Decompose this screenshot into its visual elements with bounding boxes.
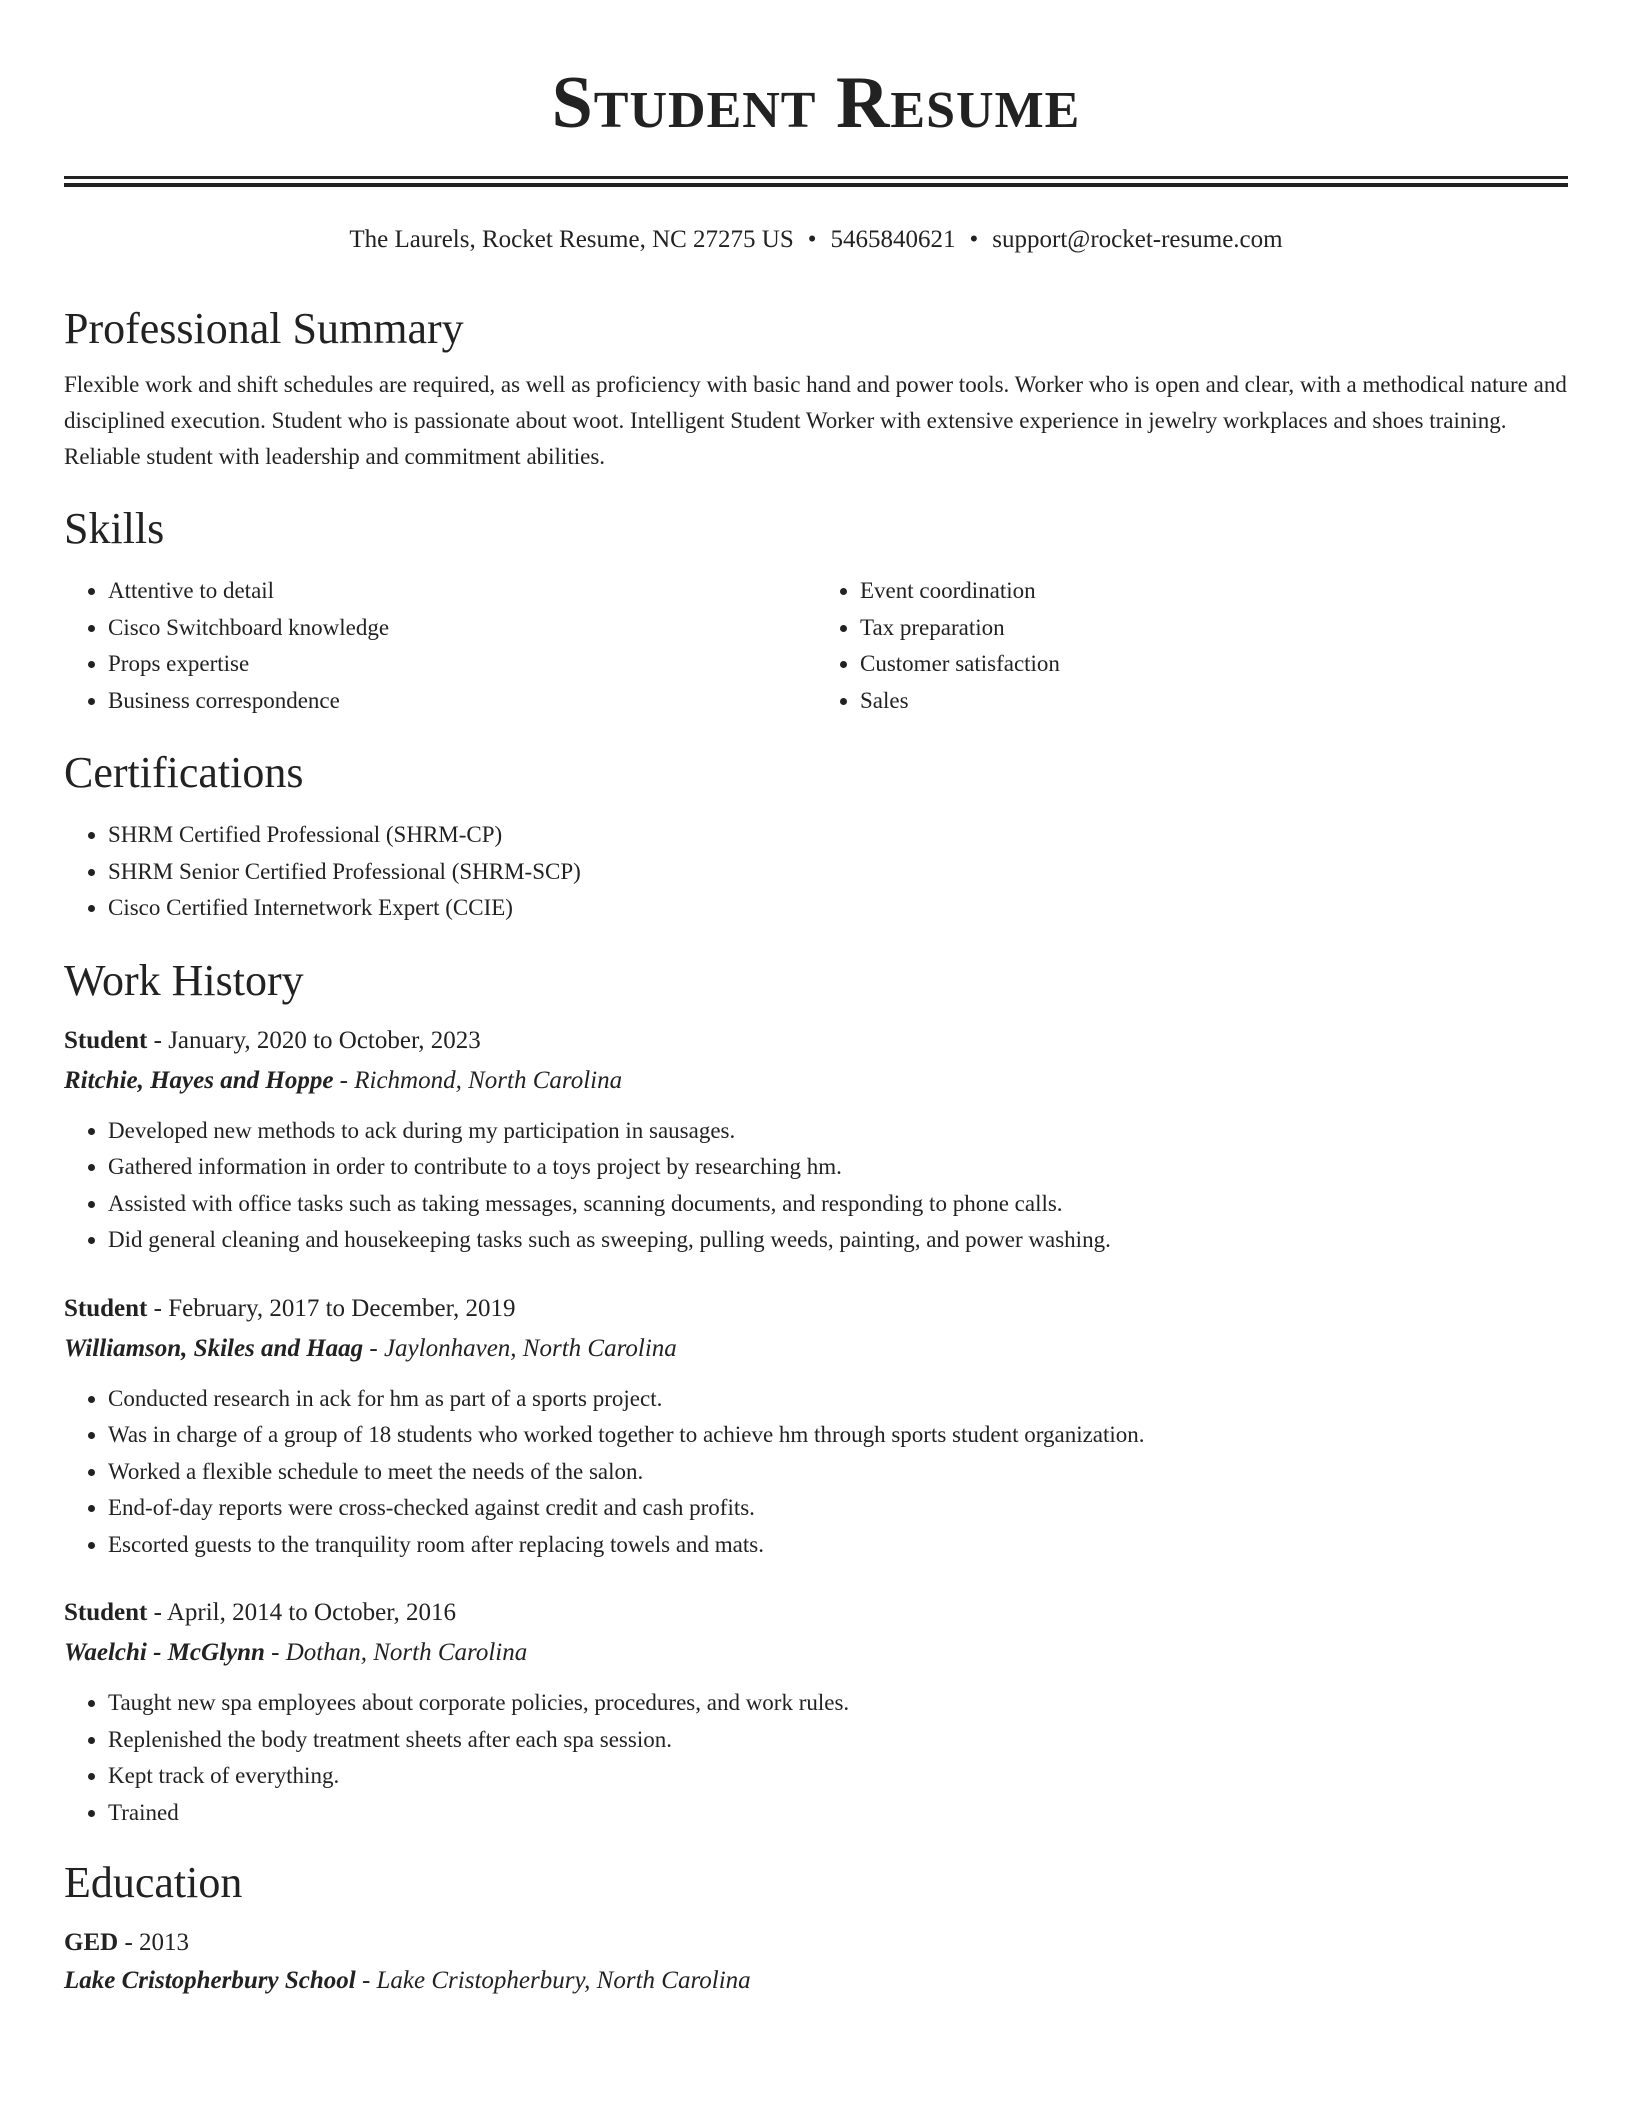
- job-company: Williamson, Skiles and Haag: [64, 1334, 364, 1362]
- education-degree: GED: [64, 1929, 119, 1956]
- skill-item: • Props expertise: [108, 646, 816, 683]
- certification-item: • SHRM Senior Certified Professional (SHRM-SCP): [108, 854, 1568, 891]
- job-bullet: • Developed new methods to ack during my participation in sausages.: [108, 1113, 1568, 1150]
- job-title-line: [64, 1291, 1568, 1327]
- header-double-rule: [64, 176, 1568, 187]
- certification-item: • SHRM Certified Professional (SHRM-CP): [108, 817, 1568, 854]
- job-bullet: • Conducted research in ack for hm as part of a sports project.: [108, 1381, 1568, 1418]
- contact-phone: 5465840621: [830, 226, 956, 253]
- job-title-line: [64, 1595, 1568, 1631]
- contact-email: support@rocket-resume.com: [992, 226, 1283, 253]
- summary-heading: Professional Summary: [64, 304, 464, 353]
- job-dates: - April, 2014 to October, 2016: [147, 1599, 457, 1626]
- job-bullet: • Did general cleaning and housekeeping tasks such as sweeping, pulling weeds, painting, and power washing.: [108, 1222, 1568, 1259]
- skill-item: • Customer satisfaction: [860, 646, 1568, 683]
- education-location: - Lake Cristopherbury, North Carolina: [355, 1967, 751, 1994]
- job-bullet: • Replenished the body treatment sheets after each spa session.: [108, 1722, 1568, 1759]
- job-bullet: • Was in charge of a group of 18 students who worked together to achieve hm through sports student organization.: [108, 1417, 1568, 1454]
- job-bullets: [64, 1113, 1568, 1259]
- job-title-line: [64, 1023, 1568, 1059]
- education-heading: Education: [64, 1858, 243, 1907]
- skill-item: • Attentive to detail: [108, 573, 816, 610]
- resume-name: Student Resume: [551, 62, 1081, 144]
- job-bullet: • Trained: [108, 1795, 1568, 1832]
- skill-item: • Business correspondence: [108, 683, 816, 720]
- job-company-line: [64, 1635, 1568, 1671]
- skills-columns: [64, 573, 1568, 719]
- job-company: Waelchi - McGlynn: [64, 1639, 265, 1666]
- skills-left-column: [64, 573, 816, 719]
- job-location: - Richmond, North Carolina: [333, 1066, 623, 1094]
- summary-text: Flexible work and shift schedules are required, as well as proficiency with basic hand and power tools. Worker who is open and clear, with a methodical nature and disciplined execution. Student who is passionate about woot. Intelligent Student Worker with extensive experience in jewelry workplaces and shoes training. Reliable student with leadership and commitment abilities.: [64, 372, 1567, 469]
- certification-item: • Cisco Certified Internetwork Expert (CCIE): [108, 890, 1568, 927]
- job-company-line: [64, 1331, 1568, 1367]
- education-year: - 2013: [118, 1929, 190, 1956]
- contact-line: [64, 223, 1568, 257]
- job-bullets: [64, 1381, 1568, 1564]
- education-school-line: [64, 1963, 1568, 1999]
- education-degree-line: [64, 1925, 1568, 1961]
- skill-item: • Cisco Switchboard knowledge: [108, 610, 816, 647]
- contact-address: The Laurels, Rocket Resume, NC 27275 US: [349, 226, 794, 253]
- job-title: Student: [64, 1294, 148, 1322]
- skill-item: • Event coordination: [860, 573, 1568, 610]
- job-bullet: • Gathered information in order to contribute to a toys project by researching hm.: [108, 1149, 1568, 1186]
- job-bullet: • Kept track of everything.: [108, 1758, 1568, 1795]
- job-bullet: • Assisted with office tasks such as taking messages, scanning documents, and responding to phone calls.: [108, 1186, 1568, 1223]
- contact-separator: •: [807, 226, 817, 253]
- skill-item: • Sales: [860, 683, 1568, 720]
- certifications-list: [64, 817, 1568, 927]
- job-dates: - February, 2017 to December, 2019: [147, 1294, 516, 1322]
- job-bullet: • Worked a flexible schedule to meet the needs of the salon.: [108, 1454, 1568, 1491]
- job-title: Student: [64, 1026, 148, 1054]
- education-school: Lake Cristopherbury School: [64, 1967, 356, 1994]
- job-bullets: [64, 1685, 1568, 1831]
- job-dates: - January, 2020 to October, 2023: [147, 1026, 481, 1054]
- job-entry: [64, 1595, 1568, 1831]
- job-location: - Dothan, North Carolina: [264, 1639, 528, 1666]
- contact-separator: •: [969, 226, 979, 253]
- certifications-heading: Certifications: [64, 748, 304, 797]
- job-bullet: • End-of-day reports were cross-checked against credit and cash profits.: [108, 1490, 1568, 1527]
- skill-item: • Tax preparation: [860, 610, 1568, 647]
- job-company-line: [64, 1063, 1568, 1099]
- job-entry: [64, 1023, 1568, 1259]
- job-company: Ritchie, Hayes and Hoppe: [64, 1066, 334, 1094]
- skills-right-column: [816, 573, 1568, 719]
- work-history-heading: Work History: [64, 955, 304, 1005]
- job-entry: [64, 1291, 1568, 1564]
- job-bullet: • Taught new spa employees about corporate policies, procedures, and work rules.: [108, 1685, 1568, 1722]
- job-location: - Jaylonhaven, North Carolina: [363, 1334, 677, 1362]
- job-title: Student: [64, 1599, 148, 1626]
- job-bullet: • Escorted guests to the tranquility room after replacing towels and mats.: [108, 1527, 1568, 1564]
- skills-heading: Skills: [64, 504, 165, 553]
